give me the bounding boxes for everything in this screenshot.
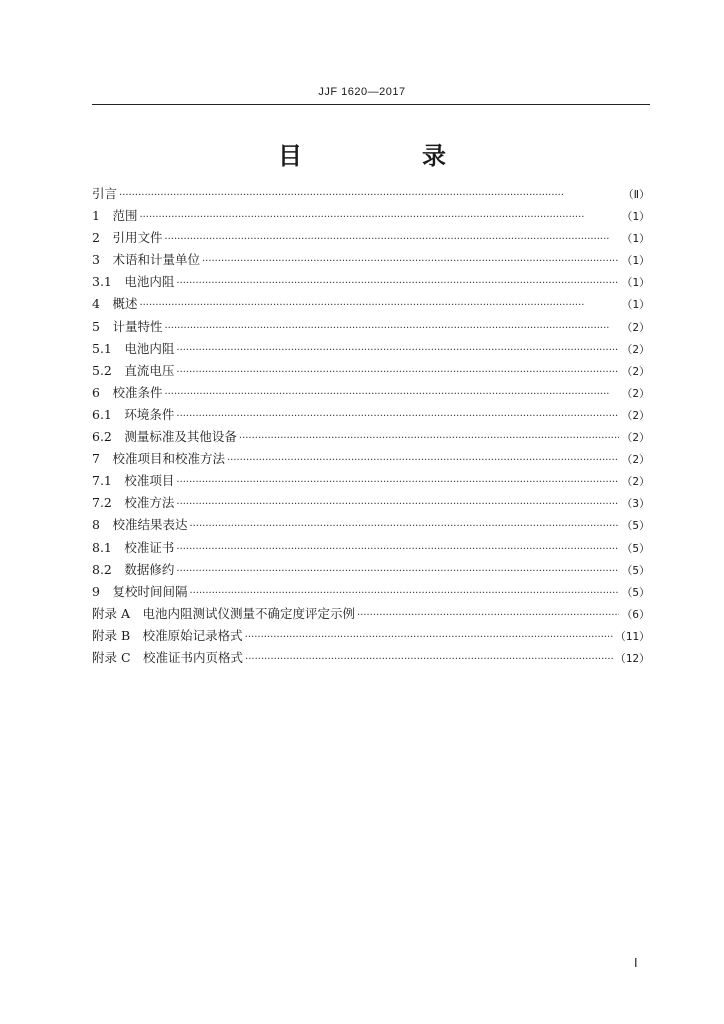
toc-entry-label: 7.1 校准项目: [92, 473, 175, 489]
toc-leader-dots: [139, 295, 619, 317]
toc-entry[interactable]: [92, 426, 650, 448]
page-number: Ⅰ: [634, 956, 638, 970]
toc-entry[interactable]: [92, 537, 650, 559]
toc-entry-page: （1）: [621, 232, 650, 246]
toc-entry[interactable]: [92, 205, 650, 227]
toc-entry[interactable]: [92, 514, 650, 536]
toc-entry-label: 2 引用文件: [92, 230, 163, 246]
toc-leader-dots: [176, 472, 619, 494]
toc-entry-page: （5）: [621, 541, 650, 555]
toc-entry-page: （5）: [621, 585, 650, 599]
toc-entry-label: 7 校准项目和校准方法: [92, 451, 225, 467]
page-title: 目 录: [278, 142, 494, 170]
toc-entry[interactable]: [92, 338, 650, 360]
toc-entry-page: （1）: [621, 276, 650, 290]
toc-entry-label: 附录 A 电池内阻测试仪测量不确定度评定示例: [92, 605, 356, 621]
toc-entry-page: （2）: [621, 453, 650, 467]
toc-entry[interactable]: [92, 227, 650, 249]
toc-leader-dots: [164, 318, 619, 340]
toc-entry[interactable]: [92, 603, 650, 625]
toc-entry-label: 附录 B 校准原始记录格式: [92, 627, 243, 643]
toc-leader-dots: [176, 340, 619, 362]
toc-entry-page: （1）: [621, 254, 650, 268]
toc-entry[interactable]: [92, 559, 650, 581]
toc-entry-label: 5.1 电池内阻: [92, 340, 175, 356]
toc-entry-label: 3.1 电池内阻: [92, 274, 175, 290]
toc-entry-page: （11）: [614, 629, 650, 643]
toc-leader-dots: [119, 185, 621, 207]
toc-entry-page: （3）: [621, 497, 650, 511]
toc-entry-page: （2）: [621, 342, 650, 356]
toc-leader-dots: [176, 494, 619, 516]
toc-entry-label: 3 术语和计量单位: [92, 252, 200, 268]
toc-entry-label: 8.1 校准证书: [92, 539, 175, 555]
toc-entry-label: 附录 C 校准证书内页格式: [92, 649, 244, 665]
toc-entry[interactable]: [92, 183, 650, 205]
toc-entry-label: 4 概述: [92, 296, 138, 312]
toc-leader-dots: [202, 251, 619, 273]
toc-entry-label: 5 计量特性: [92, 318, 163, 334]
toc-entry-label: 6.2 测量标准及其他设备: [92, 429, 237, 445]
toc-entry[interactable]: [92, 647, 650, 669]
toc-entry[interactable]: [92, 316, 650, 338]
toc-entry[interactable]: [92, 404, 650, 426]
toc-leader-dots: [176, 273, 619, 295]
toc-leader-dots: [245, 627, 613, 649]
toc-entry-page: （12）: [614, 651, 650, 665]
toc-leader-dots: [164, 384, 619, 406]
toc-entry-page: （5）: [621, 563, 650, 577]
toc-entry-page: （2）: [621, 431, 650, 445]
toc-leader-dots: [357, 605, 619, 627]
toc-leader-dots: [239, 428, 619, 450]
toc-entry-page: （2）: [621, 364, 650, 378]
toc-entry-page: （6）: [621, 607, 650, 621]
toc-entry[interactable]: [92, 625, 650, 647]
toc-entry[interactable]: [92, 293, 650, 315]
toc-entry-page: （1）: [621, 210, 650, 224]
toc-leader-dots: [176, 406, 619, 428]
toc-entry[interactable]: [92, 470, 650, 492]
toc-entry-page: （1）: [621, 298, 650, 312]
toc-leader-dots: [176, 539, 619, 561]
toc-entry-page: （2）: [621, 408, 650, 422]
toc-leader-dots: [176, 362, 619, 384]
toc-entry-page: （2）: [621, 386, 650, 400]
toc-entry-label: 8.2 数据修约: [92, 561, 175, 577]
toc-entry-label: 7.2 校准方法: [92, 495, 175, 511]
toc-leader-dots: [176, 561, 619, 583]
document-code-header: JJF 1620—2017: [318, 86, 406, 98]
toc-entry[interactable]: [92, 448, 650, 470]
toc-entry-page: （2）: [621, 320, 650, 334]
toc-entry-label: 1 范围: [92, 208, 138, 224]
toc-entry[interactable]: [92, 382, 650, 404]
toc-entry-label: 6.1 环境条件: [92, 406, 175, 422]
toc-leader-dots: [139, 207, 619, 229]
toc-entry[interactable]: [92, 492, 650, 514]
toc-entry[interactable]: [92, 271, 650, 293]
toc-leader-dots: [227, 450, 619, 472]
toc-leader-dots: [164, 229, 619, 251]
toc-entry-label: 9 复校时间间隔: [92, 583, 188, 599]
toc-leader-dots: [189, 583, 619, 605]
toc-entry[interactable]: [92, 581, 650, 603]
toc-entry-page: （5）: [621, 519, 650, 533]
toc-leader-dots: [189, 516, 619, 538]
toc-entry-label: 引言: [92, 186, 118, 201]
toc-entry-page: （Ⅱ）: [622, 188, 650, 201]
toc-leader-dots: [245, 649, 613, 671]
toc-entry-page: （2）: [621, 475, 650, 489]
header-rule: [92, 104, 650, 105]
toc-entry[interactable]: [92, 249, 650, 271]
toc-entry-label: 6 校准条件: [92, 384, 163, 400]
toc-entry[interactable]: [92, 360, 650, 382]
toc-entry-label: 8 校准结果表达: [92, 517, 188, 533]
toc-entry-label: 5.2 直流电压: [92, 362, 175, 378]
table-of-contents: [92, 183, 650, 669]
